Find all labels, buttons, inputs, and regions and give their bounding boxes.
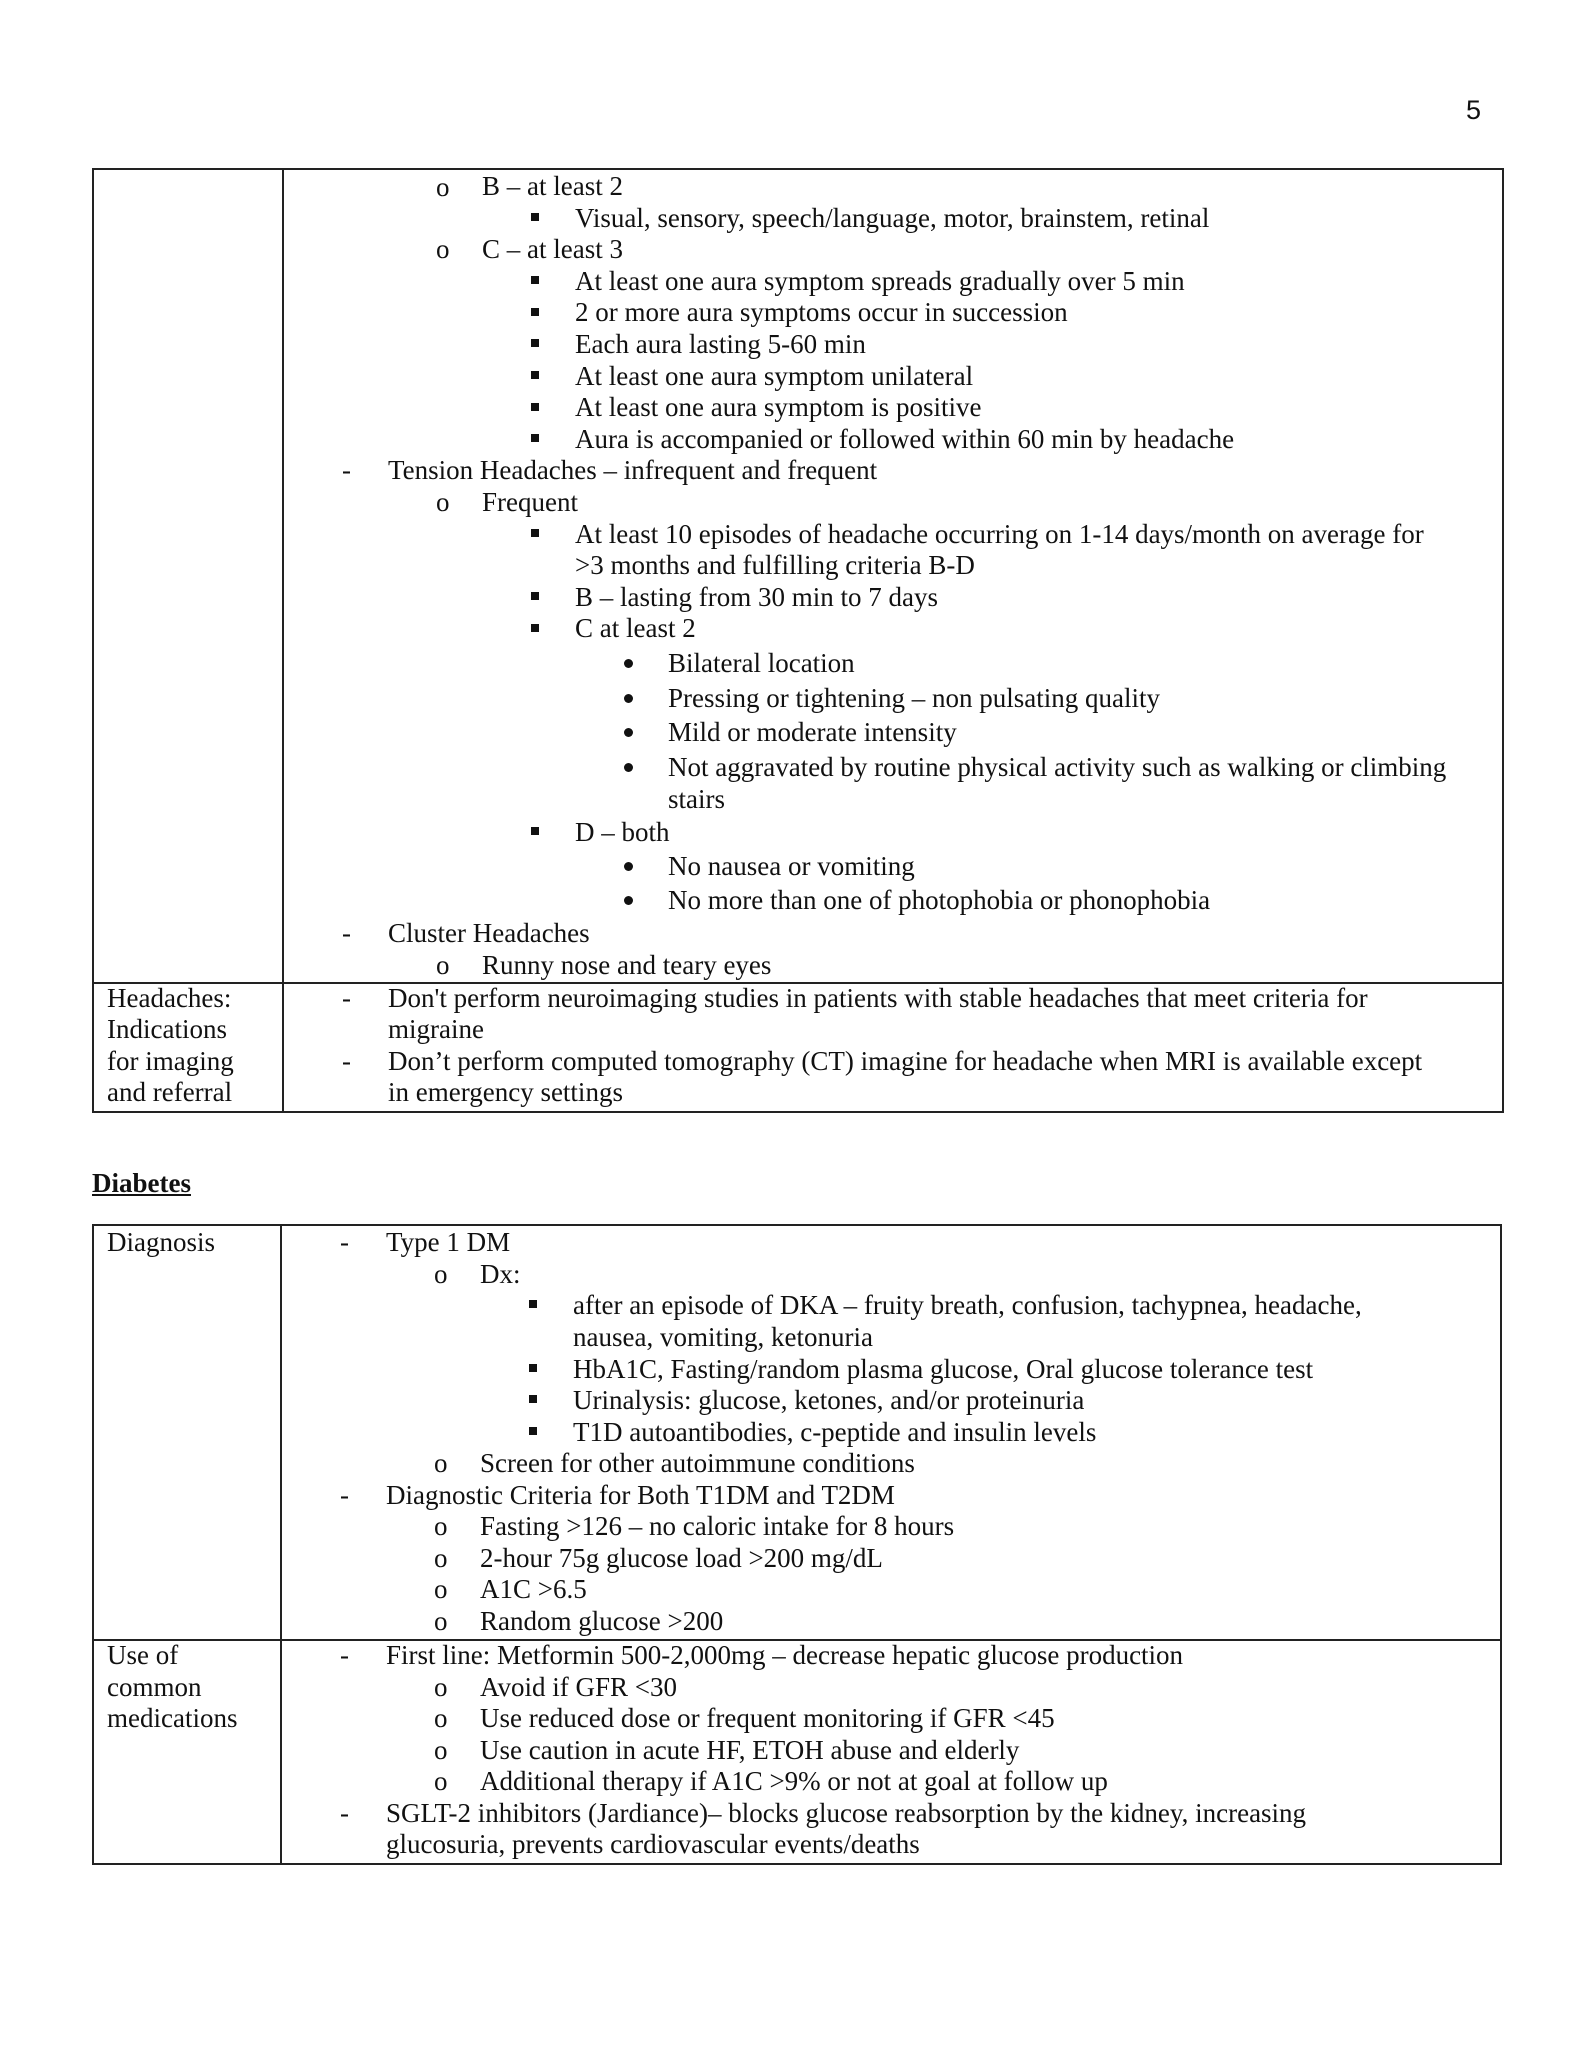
circle-bullet-icon: o bbox=[434, 1448, 448, 1478]
circle-bullet-icon: o bbox=[434, 1766, 448, 1796]
column-divider bbox=[280, 1226, 282, 1863]
list-item: Bilateral location bbox=[668, 648, 855, 678]
list-item: Additional therapy if A1C >9% or not at goal at follow up bbox=[480, 1766, 1108, 1796]
list-item: Diagnostic Criteria for Both T1DM and T2DM bbox=[386, 1480, 895, 1510]
circle-bullet-icon: o bbox=[434, 1543, 448, 1573]
square-bullet-icon bbox=[531, 592, 539, 600]
list-item: Mild or moderate intensity bbox=[668, 717, 957, 747]
row-label: Headaches: bbox=[107, 983, 232, 1013]
row-label: Indications bbox=[107, 1014, 227, 1044]
section-title: Diabetes bbox=[92, 1168, 191, 1198]
square-bullet-icon bbox=[531, 276, 539, 284]
list-item: 2-hour 75g glucose load >200 mg/dL bbox=[480, 1543, 883, 1573]
list-item: >3 months and fulfilling criteria B-D bbox=[575, 550, 975, 580]
list-item: No more than one of photophobia or phonophobia bbox=[668, 885, 1211, 915]
list-item: At least one aura symptom spreads gradually over 5 min bbox=[575, 266, 1185, 296]
square-bullet-icon bbox=[531, 371, 539, 379]
circle-bullet-icon: o bbox=[434, 1672, 448, 1702]
square-bullet-icon bbox=[529, 1300, 537, 1308]
list-item: Each aura lasting 5-60 min bbox=[575, 329, 866, 359]
circle-bullet-icon: o bbox=[434, 1735, 448, 1765]
list-item: D – both bbox=[575, 817, 670, 847]
list-item: At least 10 episodes of headache occurring on 1-14 days/month on average for bbox=[575, 519, 1424, 549]
list-item: Fasting >126 – no caloric intake for 8 hours bbox=[480, 1511, 955, 1541]
circle-bullet-icon: o bbox=[436, 950, 450, 980]
row-label: and referral bbox=[107, 1077, 233, 1107]
list-item: Runny nose and teary eyes bbox=[482, 950, 772, 980]
list-item: Pressing or tightening – non pulsating quality bbox=[668, 683, 1160, 713]
list-item: Not aggravated by routine physical activity such as walking or climbing bbox=[668, 752, 1447, 782]
list-item: Tension Headaches – infrequent and frequent bbox=[388, 455, 878, 485]
list-item: T1D autoantibodies, c-peptide and insulin levels bbox=[573, 1417, 1097, 1447]
list-item: Dx: bbox=[480, 1259, 521, 1289]
circle-bullet-icon: o bbox=[436, 172, 450, 202]
list-item: 2 or more aura symptoms occur in succession bbox=[575, 297, 1068, 327]
list-item: stairs bbox=[668, 784, 725, 814]
list-item: At least one aura symptom unilateral bbox=[575, 361, 974, 391]
list-item: Urinalysis: glucose, ketones, and/or proteinuria bbox=[573, 1385, 1085, 1415]
list-item: C – at least 3 bbox=[482, 234, 623, 264]
list-item: Aura is accompanied or followed within 60 min by headache bbox=[575, 424, 1235, 454]
list-item: B – at least 2 bbox=[482, 171, 623, 201]
list-item: Use reduced dose or frequent monitoring if GFR <45 bbox=[480, 1703, 1055, 1733]
list-item: after an episode of DKA – fruity breath, confusion, tachypnea, headache, bbox=[573, 1290, 1362, 1320]
square-bullet-icon bbox=[531, 213, 539, 221]
list-item: Use caution in acute HF, ETOH abuse and elderly bbox=[480, 1735, 1020, 1765]
list-item: No nausea or vomiting bbox=[668, 851, 915, 881]
round-bullet-icon bbox=[624, 763, 633, 772]
row-label: for imaging bbox=[107, 1046, 234, 1076]
list-item: nausea, vomiting, ketonuria bbox=[573, 1322, 873, 1352]
row-label: Use of bbox=[107, 1640, 179, 1670]
row-label: medications bbox=[107, 1703, 238, 1733]
page-number: 5 bbox=[1466, 95, 1482, 125]
round-bullet-icon bbox=[624, 694, 633, 703]
list-item: in emergency settings bbox=[388, 1077, 623, 1107]
circle-bullet-icon: o bbox=[434, 1606, 448, 1636]
round-bullet-icon bbox=[624, 728, 633, 737]
circle-bullet-icon: o bbox=[434, 1511, 448, 1541]
list-item: glucosuria, prevents cardiovascular events/deaths bbox=[386, 1829, 920, 1859]
list-item: Type 1 DM bbox=[386, 1227, 511, 1257]
dash-bullet-icon: - bbox=[342, 983, 351, 1013]
list-item: A1C >6.5 bbox=[480, 1574, 587, 1604]
circle-bullet-icon: o bbox=[434, 1703, 448, 1733]
round-bullet-icon bbox=[624, 659, 633, 668]
list-item: First line: Metformin 500-2,000mg – decrease hepatic glucose production bbox=[386, 1640, 1184, 1670]
list-item: Frequent bbox=[482, 487, 578, 517]
square-bullet-icon bbox=[529, 1395, 537, 1403]
list-item: B – lasting from 30 min to 7 days bbox=[575, 582, 938, 612]
list-item: HbA1C, Fasting/random plasma glucose, Oral glucose tolerance test bbox=[573, 1354, 1314, 1384]
list-item: Don’t perform computed tomography (CT) imagine for headache when MRI is available except bbox=[388, 1046, 1423, 1076]
square-bullet-icon bbox=[531, 308, 539, 316]
square-bullet-icon bbox=[529, 1427, 537, 1435]
list-item: C at least 2 bbox=[575, 613, 696, 643]
square-bullet-icon bbox=[531, 624, 539, 632]
list-item: migraine bbox=[388, 1014, 484, 1044]
dash-bullet-icon: - bbox=[342, 1046, 351, 1076]
list-item: Visual, sensory, speech/language, motor, brainstem, retinal bbox=[575, 203, 1210, 233]
square-bullet-icon bbox=[531, 434, 539, 442]
circle-bullet-icon: o bbox=[436, 234, 450, 264]
round-bullet-icon bbox=[624, 896, 633, 905]
list-item: SGLT-2 inhibitors (Jardiance)– blocks glucose reabsorption by the kidney, increasing bbox=[386, 1798, 1307, 1828]
dash-bullet-icon: - bbox=[342, 455, 351, 485]
list-item: Cluster Headaches bbox=[388, 918, 590, 948]
square-bullet-icon bbox=[531, 827, 539, 835]
square-bullet-icon bbox=[531, 529, 539, 537]
circle-bullet-icon: o bbox=[436, 487, 450, 517]
dash-bullet-icon: - bbox=[340, 1640, 349, 1670]
list-item: Screen for other autoimmune conditions bbox=[480, 1448, 915, 1478]
column-divider bbox=[282, 170, 284, 1111]
dash-bullet-icon: - bbox=[340, 1798, 349, 1828]
list-item: Avoid if GFR <30 bbox=[480, 1672, 677, 1702]
dash-bullet-icon: - bbox=[340, 1227, 349, 1257]
dash-bullet-icon: - bbox=[342, 918, 351, 948]
list-item: At least one aura symptom is positive bbox=[575, 392, 982, 422]
circle-bullet-icon: o bbox=[434, 1574, 448, 1604]
square-bullet-icon bbox=[529, 1364, 537, 1372]
row-label: common bbox=[107, 1672, 202, 1702]
list-item: Don't perform neuroimaging studies in patients with stable headaches that meet criteria for bbox=[388, 983, 1368, 1013]
round-bullet-icon bbox=[624, 862, 633, 871]
row-label: Diagnosis bbox=[107, 1227, 215, 1257]
dash-bullet-icon: - bbox=[340, 1480, 349, 1510]
list-item: Random glucose >200 bbox=[480, 1606, 724, 1636]
circle-bullet-icon: o bbox=[434, 1259, 448, 1289]
square-bullet-icon bbox=[531, 339, 539, 347]
square-bullet-icon bbox=[531, 403, 539, 411]
